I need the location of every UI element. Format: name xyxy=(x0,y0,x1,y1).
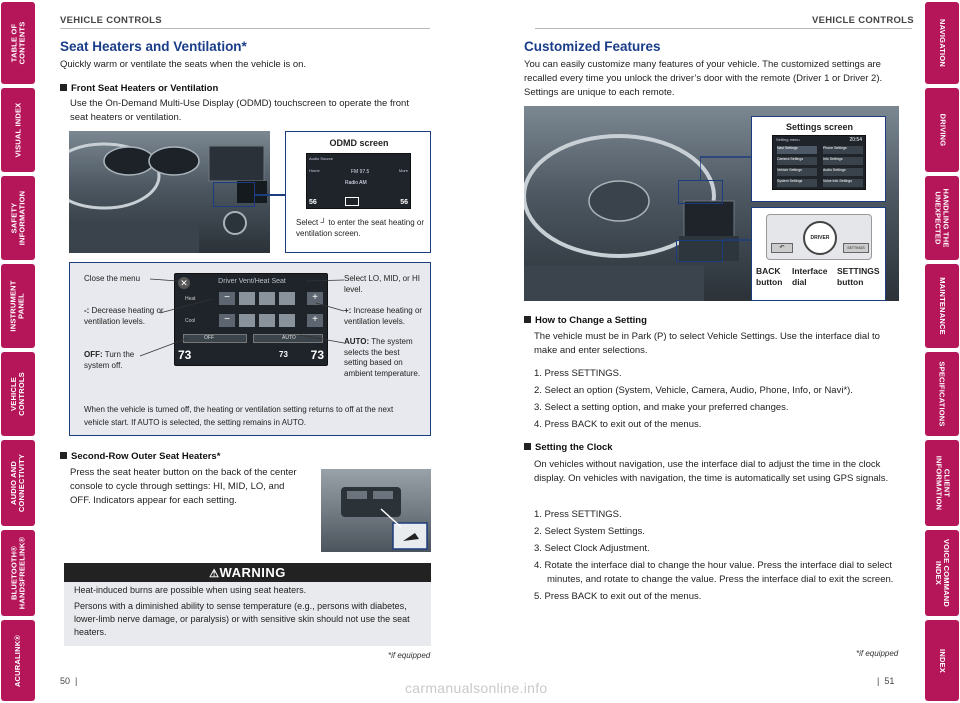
odmd-temp-left: 56 xyxy=(309,199,317,206)
clock-step-4: 4. Rotate the interface dial to change the hour value. Press the interface dial to select minutes, and rotate to change the value. Press the interface dial to exit the screen. xyxy=(534,560,894,585)
panel-temp-mid: 73 xyxy=(279,350,288,359)
odmd-audio-source: Audio Source xyxy=(309,156,334,161)
tab-instrument-panel[interactable] xyxy=(1,264,35,348)
tab-label: SPECIFICATIONS xyxy=(938,361,948,427)
auto-desc: The system selects the best setting based on ambient temperature. xyxy=(344,337,421,378)
tab-handling-the-unexpected[interactable] xyxy=(925,176,959,260)
page-number-50: 50 xyxy=(60,676,71,686)
tab-driving[interactable] xyxy=(925,88,959,172)
settings-button-label: SETTINGS button xyxy=(837,266,880,287)
seat-heater-icon: ┘ xyxy=(320,218,327,227)
vent-heat-screen-title: Driver Vent/Heat Seat xyxy=(218,278,286,285)
clock-steps xyxy=(534,508,904,604)
interface-dial[interactable]: DRIVER xyxy=(803,221,837,255)
settings-item-audio[interactable]: Audio Settings xyxy=(823,168,863,176)
second-row-body: Press the seat heater button on the back of the center console to cycle through settings: HI, MID, LO, and OFF. Indicators appear for each setting. xyxy=(70,467,297,506)
clock-step-2: 2. Select System Settings. xyxy=(534,526,645,537)
heading-second-row-heaters: Second-Row Outer Seat Heaters* xyxy=(60,451,220,462)
settings-item-phone[interactable]: Phone Settings xyxy=(823,146,863,154)
close-menu-button[interactable]: ✕ xyxy=(178,277,190,289)
odmd-screen xyxy=(306,153,411,209)
dial-panel xyxy=(766,214,872,260)
heading-setting-clock: Setting the Clock xyxy=(524,442,613,453)
clock-step-3: 3. Select Clock Adjustment. xyxy=(534,543,650,554)
right-section-tabs xyxy=(924,0,960,703)
page-number-51: 51 xyxy=(884,676,895,686)
off-key: OFF: xyxy=(84,350,103,359)
settings-item-vehicle[interactable]: Vehicle Settings xyxy=(777,168,817,176)
callout-connectors xyxy=(700,155,752,255)
interface-dial-callout xyxy=(751,207,886,301)
settings-item-navi[interactable]: Navi Settings xyxy=(777,146,817,154)
tab-label: TABLE OF CONTENTS xyxy=(9,21,27,65)
how-step-2: 2. Select an option (System, Vehicle, Camera, Audio, Phone, Info, or Navi*). xyxy=(534,385,853,396)
how-to-body: The vehicle must be in Park (P) to select Vehicle Settings. Use the interface dial to make and enter selections. xyxy=(534,331,880,356)
warning-body xyxy=(64,582,431,646)
page-title-customized-features: Customized Features xyxy=(524,39,661,54)
tab-label: AUDIO AND CONNECTIVITY xyxy=(9,453,26,513)
panel-note: When the vehicle is turned off, the heating or ventilation setting returns to off at the next vehicle start. If AUTO is selected, the setting remains in AUTO. xyxy=(84,405,394,427)
left-section-tabs xyxy=(0,0,36,703)
tab-maintenance[interactable] xyxy=(925,264,959,348)
odmd-caption-post: to enter the seat heating or ventilation screen. xyxy=(296,218,424,238)
tab-specifications[interactable] xyxy=(925,352,959,436)
settings-time: 20:54 xyxy=(849,137,862,143)
tab-bluetooth-handsfreelink[interactable] xyxy=(1,530,35,616)
back-button-label: BACK button xyxy=(756,266,783,287)
tab-label: HANDLING THE UNEXPECTED xyxy=(934,188,952,248)
page-title-seat-heaters: Seat Heaters and Ventilation* xyxy=(60,39,247,54)
decrease-desc: Decrease heating or ventilation levels. xyxy=(84,306,164,326)
increase-label xyxy=(344,306,430,327)
tab-label: DRIVING xyxy=(938,113,947,147)
select-level-label: Select LO, MID, or HI level. xyxy=(344,274,421,294)
tab-safety-information[interactable] xyxy=(1,176,35,260)
heat-label: Heat xyxy=(185,296,196,302)
panel-temp-right: 73 xyxy=(310,348,324,362)
how-step-1: 1. Press SETTINGS. xyxy=(534,368,622,379)
how-step-3: 3. Select a setting option, and make your preferred changes. xyxy=(534,402,789,413)
tab-table-of-contents[interactable] xyxy=(1,2,35,84)
running-head-rule xyxy=(60,28,430,29)
heading-how-to-change: How to Change a Setting xyxy=(524,315,647,326)
odmd-caption-pre: Select xyxy=(296,218,319,227)
settings-item-info[interactable]: Info Settings xyxy=(823,157,863,165)
off-label xyxy=(84,350,149,371)
settings-screen xyxy=(772,135,866,190)
tab-label: NAVIGATION xyxy=(938,19,948,67)
heat-decrease-button[interactable]: − xyxy=(219,292,235,305)
odmd-fm: FM 97.5 xyxy=(351,169,370,175)
tab-voice-command-index[interactable] xyxy=(925,530,959,616)
odmd-screen-title: ODMD screen xyxy=(329,138,389,148)
page-number-right: | 51 xyxy=(877,676,895,686)
tab-label: CLIENT INFORMATION xyxy=(934,455,951,511)
odmd-callout-line xyxy=(255,194,285,196)
odmd-caption xyxy=(296,218,426,239)
settings-item-system[interactable]: System Settings xyxy=(777,179,817,187)
interface-dial-label: Interface dial xyxy=(792,266,828,287)
decrease-label xyxy=(84,306,172,327)
back-button[interactable]: ↶ xyxy=(771,243,793,253)
auto-label xyxy=(344,337,422,379)
warning-title: WARNING xyxy=(219,565,286,580)
rear-console-illustration xyxy=(321,469,431,552)
customized-intro: You can easily customize many features of your vehicle. The customized settings are recalled every time you unlock the driver’s door with the remote (Driver 1 or Driver 2). Settings are unique to each remote. xyxy=(524,59,883,98)
warning-icon: ⚠ xyxy=(209,568,220,580)
intro-text: Quickly warm or ventilate the seats when the vehicle is on. xyxy=(60,59,307,70)
rear-console-photo xyxy=(321,469,431,552)
clock-body: On vehicles without navigation, use the interface dial to adjust the time in the clock display. On vehicles with navigation, the time is automatically set using GPS signals. xyxy=(534,459,889,484)
tab-label: SAFETY INFORMATION xyxy=(9,190,26,246)
settings-button[interactable]: SETTINGS xyxy=(843,243,869,253)
tab-audio-and-connectivity[interactable] xyxy=(1,440,35,526)
odmd-home: Home xyxy=(309,168,320,173)
odmd-callout-box xyxy=(213,182,255,207)
tab-navigation[interactable] xyxy=(925,2,959,84)
odmd-radio: Radio AM xyxy=(345,180,367,186)
off-button[interactable]: OFF xyxy=(183,334,247,343)
page-number-left: 50 | xyxy=(60,676,78,686)
tab-label: VOICE COMMAND INDEX xyxy=(934,538,951,608)
tab-vehicle-controls[interactable] xyxy=(1,352,35,436)
tab-label: INSTRUMENT PANEL xyxy=(9,280,27,332)
tab-client-information[interactable] xyxy=(925,440,959,526)
auto-button[interactable]: AUTO xyxy=(253,334,323,343)
seat-panel-callout xyxy=(69,262,431,436)
off-desc: Turn the system off. xyxy=(84,350,135,370)
clock-step-5: 5. Press BACK to exit out of the menus. xyxy=(534,591,702,602)
front-seat-body: Use the On-Demand Multi-Use Display (ODMD) touchscreen to operate the front seat heaters or ventilation. xyxy=(70,98,409,123)
how-to-steps xyxy=(534,367,904,432)
odmd-more: More xyxy=(398,168,408,173)
warning-header xyxy=(64,563,431,582)
increase-key: +: xyxy=(344,306,352,315)
warning-line-1: Heat-induced burns are possible when using seat heaters. xyxy=(74,585,307,595)
warning-line-2: Persons with a diminished ability to sense temperature (e.g., persons with diabetes, lower-limb nerve damage, or paralysis) or with sensitive skin should not use the seat heaters. xyxy=(74,601,410,637)
tab-label: VEHICLE CONTROLS xyxy=(9,372,26,416)
tab-label: MAINTENANCE xyxy=(938,277,947,335)
cool-decrease-button[interactable]: − xyxy=(219,314,235,327)
settings-menu-header: Setting menu xyxy=(776,137,800,142)
decrease-key: -: xyxy=(84,306,90,315)
footnote-right: *if equipped xyxy=(856,649,899,658)
cool-increase-button[interactable]: + xyxy=(307,314,323,327)
running-head-right: VEHICLE CONTROLS xyxy=(812,15,914,26)
clock-step-1: 1. Press SETTINGS. xyxy=(534,509,622,520)
seat-icon-highlight[interactable] xyxy=(345,197,359,206)
tab-label: BLUETOOTH® HANDSFREELINK® xyxy=(9,536,26,610)
auto-key: AUTO: xyxy=(344,337,370,346)
tab-label: INDEX xyxy=(937,648,947,673)
increase-desc: Increase heating or ventilation levels. xyxy=(344,306,423,326)
how-step-4: 4. Press BACK to exit out of the menus. xyxy=(534,419,702,430)
close-menu-label: Close the menu xyxy=(84,274,141,283)
settings-screen-label: Settings screen xyxy=(785,122,854,132)
tab-visual-index[interactable] xyxy=(1,88,35,172)
watermark: carmanualsonline.info xyxy=(405,680,548,696)
heat-increase-button[interactable]: + xyxy=(307,292,323,305)
tab-label: VISUAL INDEX xyxy=(13,102,22,158)
running-head-rule-right xyxy=(535,28,912,29)
settings-item-camera[interactable]: Camera Settings xyxy=(777,157,817,165)
panel-temp-left: 73 xyxy=(178,348,192,362)
odmd-screen-callout xyxy=(285,131,431,253)
running-head-left: VEHICLE CONTROLS xyxy=(60,15,162,26)
heading-front-seat-heaters: Front Seat Heaters or Ventilation xyxy=(60,83,218,94)
footnote-left: *if equipped xyxy=(388,651,431,660)
cool-label: Cool xyxy=(185,318,196,324)
tab-acuralink[interactable] xyxy=(1,620,35,701)
settings-screen-callout xyxy=(751,116,886,202)
tab-label: ACURALINK® xyxy=(13,634,23,687)
odmd-temp-right: 56 xyxy=(400,199,408,206)
tab-index[interactable] xyxy=(925,620,959,701)
settings-item-voice-info[interactable]: Voice Info Settings xyxy=(823,179,863,187)
